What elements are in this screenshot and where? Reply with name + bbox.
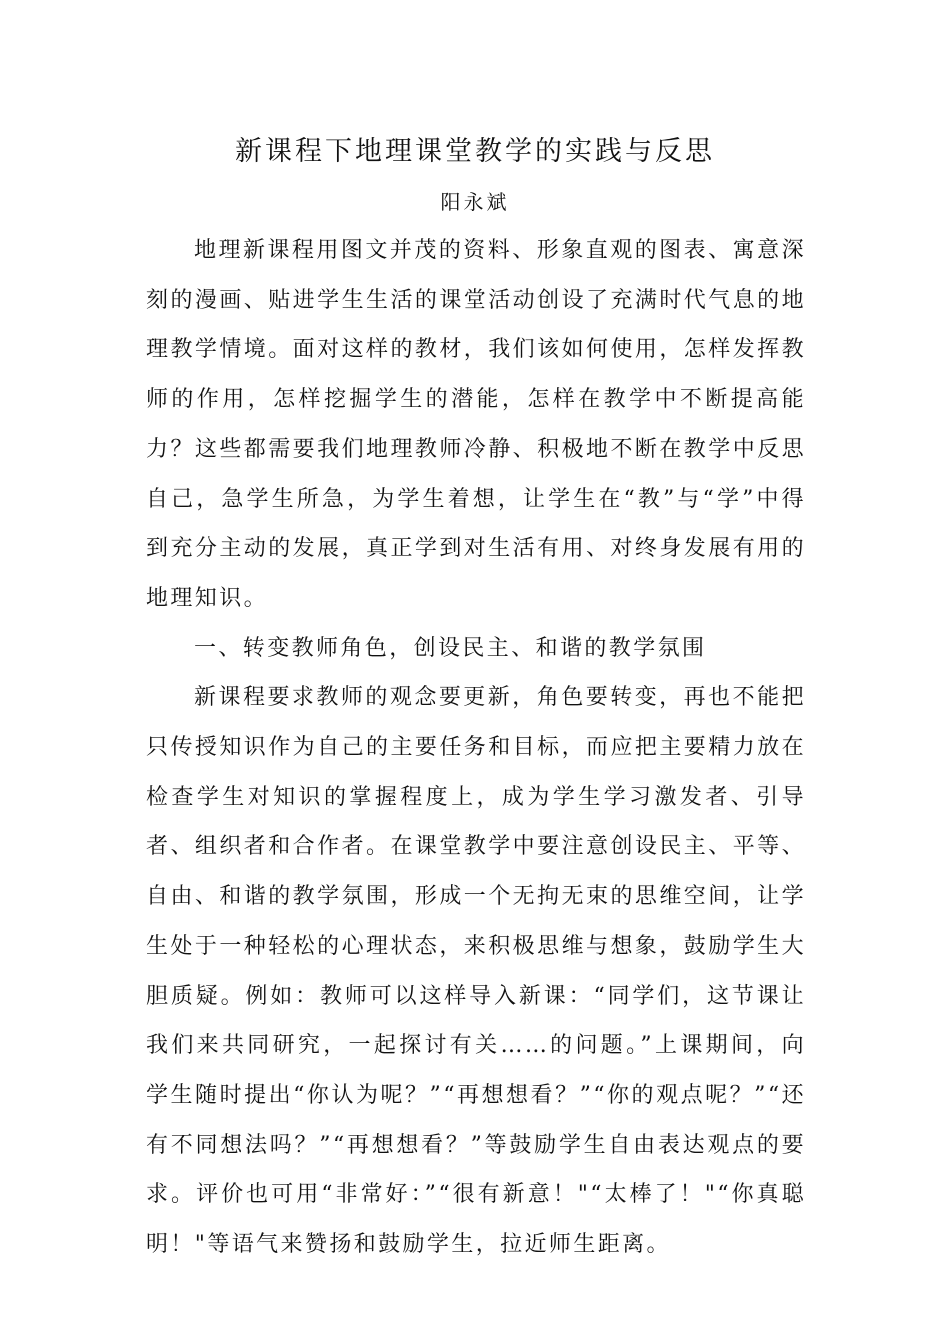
intro-paragraph: 地理新课程用图文并茂的资料、形象直观的图表、寓意深刻的漫画、贴进学生生活的课堂活动创设了充满时代气息的地理教学情境。面对这样的教材，我们该如何使用，怎样发挥教师的作用，怎样挖掘学生的潜能，怎样在教学中不断提高能力？这些都需要我们地理教师冷静、积极地不断在教学中反思自己，急学生所急，为学生着想，让学生在“教”与“学”中得到充分主动的发展，真正学到对生活有用、对终身发展有用的地理知识。: [146, 238, 806, 611]
document-body: [146, 226, 806, 1270]
author-name: 阳永斌: [440, 190, 510, 214]
section-paragraph: 新课程要求教师的观念要更新，角色要转变，再也不能把只传授知识作为自己的主要任务和目标，而应把主要精力放在检查学生对知识的掌握程度上，成为学生学习激发者、引导者、组织者和合作者。在课堂教学中要注意创设民主、平等、自由、和谐的教学氛围，形成一个无拘无束的思维空间，让学生处于一种轻松的心理状态，来积极思维与想象，鼓励学生大胆质疑。例如：教师可以这样导入新课：“同学们，这节课让我们来共同研究，一起探讨有关……的问题。”上课期间，向学生随时提出“你认为呢？”“再想想看？”“你的观点呢？”“还有不同想法吗？”“再想想看？”等鼓励学生自由表达观点的要求。评价也可用“非常好：”“很有新意！"“太棒了！"“你真聪明！"等语气来赞扬和鼓励学生，拉近师生距离。: [146, 685, 806, 1258]
document-title: 新课程下地理课堂教学的实践与反思: [235, 136, 715, 167]
section-heading: 一、转变教师角色，创设民主、和谐的教学氛围: [194, 635, 707, 661]
